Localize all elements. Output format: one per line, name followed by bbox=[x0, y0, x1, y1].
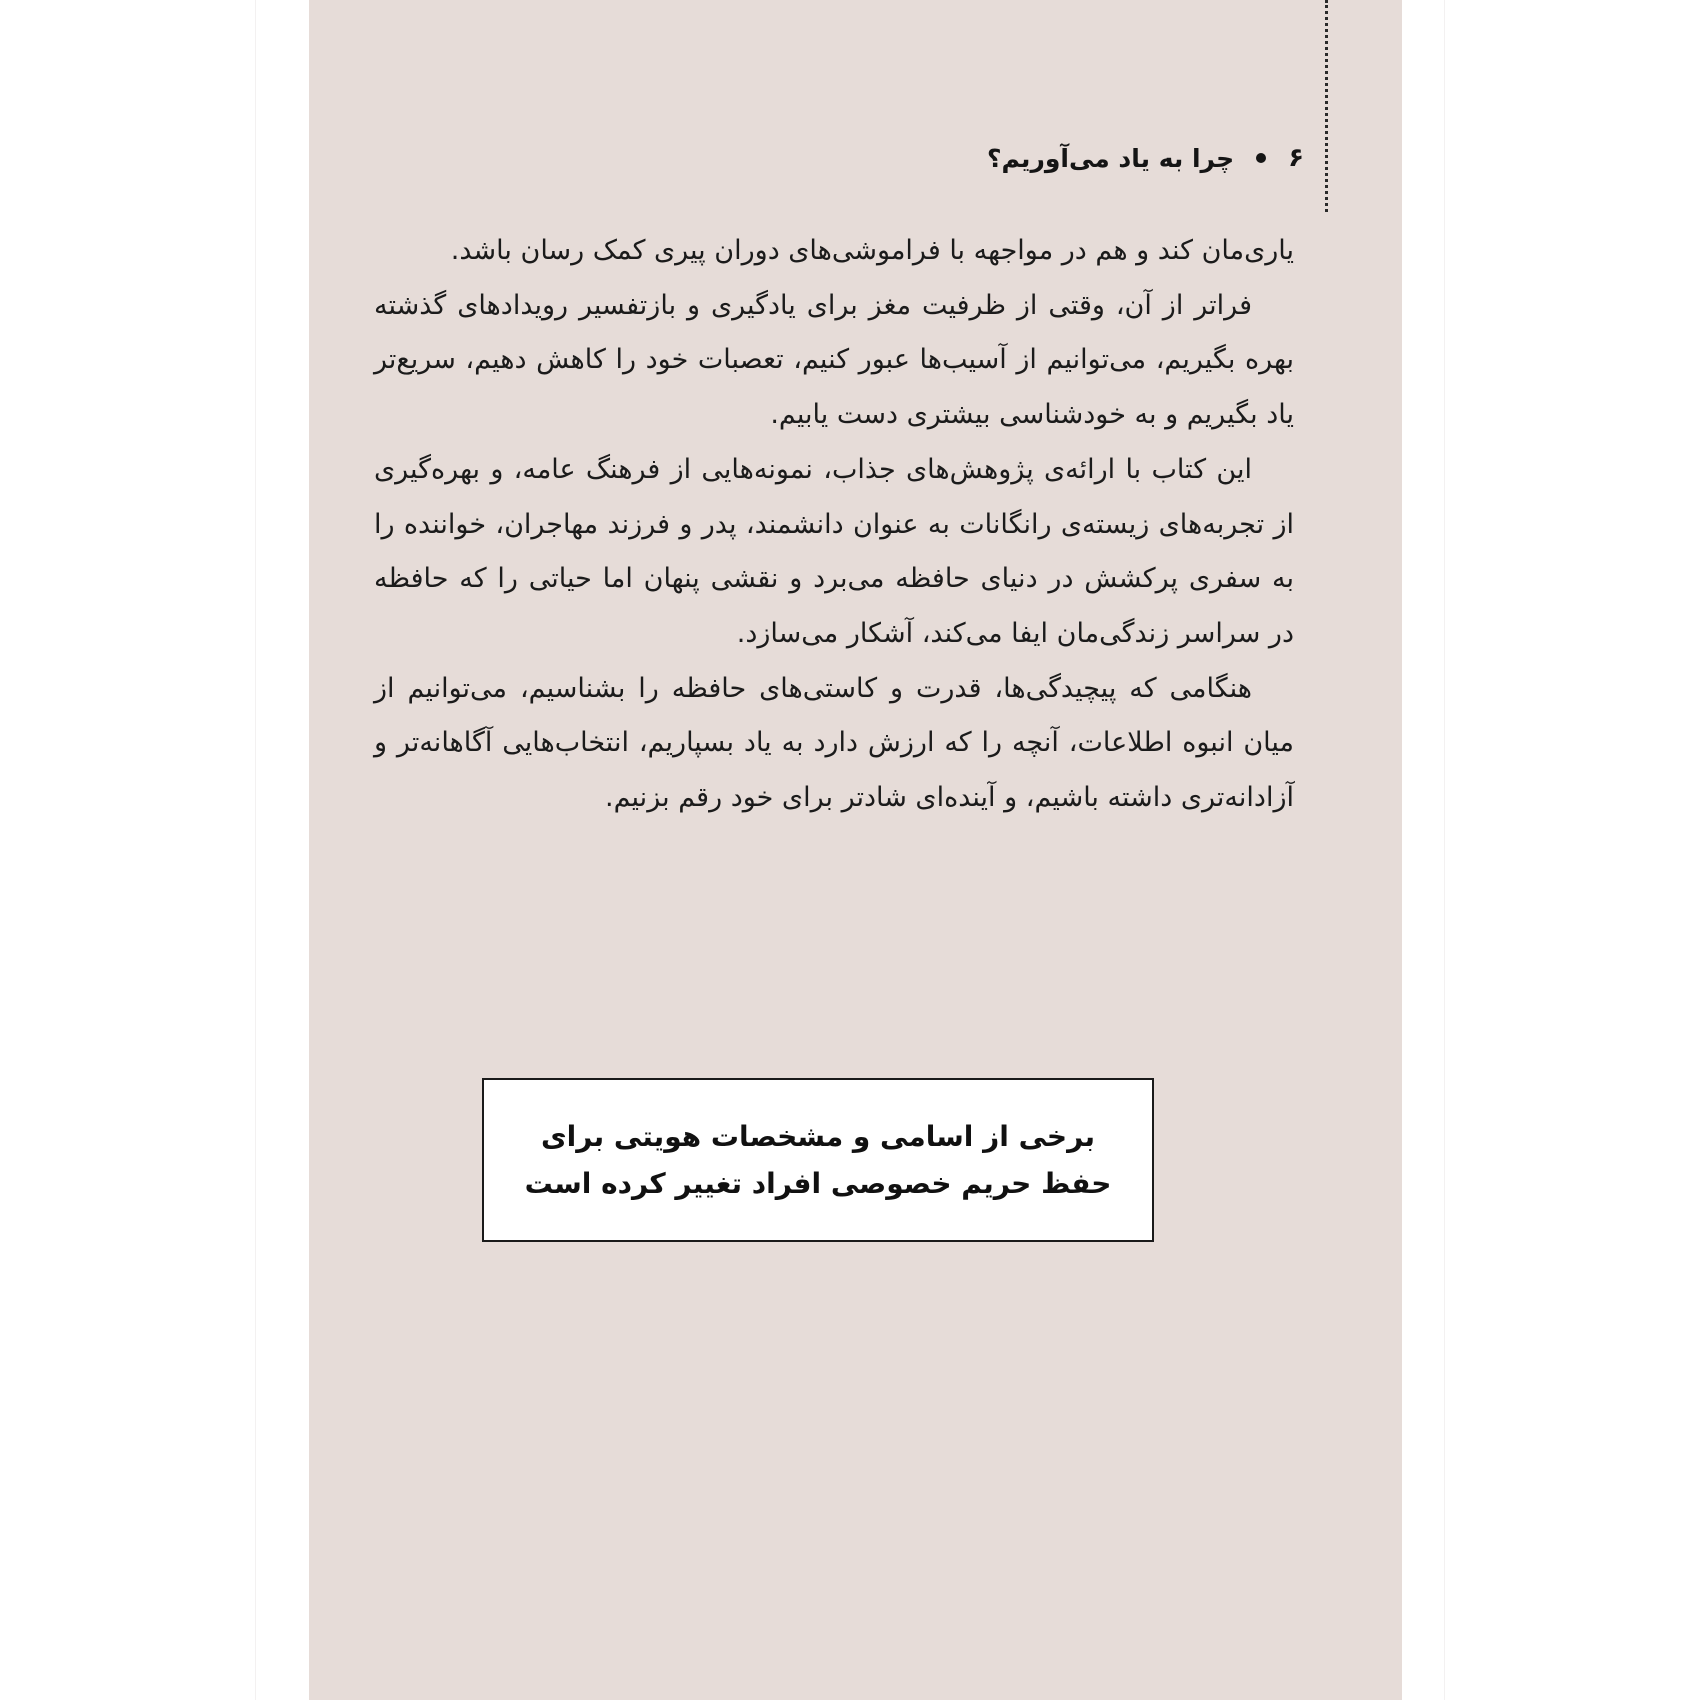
privacy-notice-box bbox=[482, 1078, 1154, 1242]
notice-line-2: حفظ حریم خصوصی افراد تغییر کرده است bbox=[524, 1167, 1112, 1200]
right-gutter-line bbox=[1444, 0, 1445, 1700]
page-number: ۶ bbox=[1288, 143, 1304, 173]
dotted-margin-rule bbox=[1325, 0, 1328, 212]
running-head-title: چرا به یاد می‌آوریم؟ bbox=[986, 143, 1235, 173]
bullet-separator-icon bbox=[1256, 153, 1266, 163]
left-gutter-line bbox=[255, 0, 256, 1700]
notice-line-1: برخی از اسامی و مشخصات هویتی برای bbox=[540, 1120, 1096, 1153]
running-head bbox=[987, 143, 1304, 173]
paragraph: یاری‌مان کند و هم در مواجهه با فراموشی‌های دوران پیری کمک رسان باشد. bbox=[450, 235, 1294, 266]
paragraph: این کتاب با ارائه‌ی پژوهش‌های جذاب، نمونه‌هایی از فرهنگ عامه، و بهره‌گیری از تجربه‌های زیسته‌ی رانگانات به عنوان دانشمند، پدر و فرزند مهاجران، خواننده را به سفری پرکشش در دنیای حافظه می‌برد و نقشی پنهان اما حیاتی را که حافظه در سراسر زندگی‌مان ایفا می‌کند، آشکار می‌سازد. bbox=[374, 453, 1294, 649]
paragraph: فراتر از آن، وقتی از ظرفیت مغز برای یادگیری و بازتفسیر رویدادهای گذشته بهره بگیریم، می‌توانیم از آسیب‌ها عبور کنیم، تعصبات خود را کاهش دهیم، سریع‌تر یاد بگیریم و به خودشناسی بیشتری دست یابیم. bbox=[374, 289, 1294, 431]
paragraph: هنگامی که پیچیدگی‌ها، قدرت و کاستی‌های حافظه را بشناسیم، می‌توانیم از میان انبوه اطلاعات، آنچه را که ارزش دارد به یاد بسپاریم، انتخاب‌هایی آگاهانه‌تر و آزادانه‌تری داشته باشیم، و آینده‌ای شادتر برای خود رقم بزنیم. bbox=[374, 672, 1294, 814]
body-text bbox=[374, 224, 1294, 826]
book-page bbox=[309, 0, 1402, 1700]
